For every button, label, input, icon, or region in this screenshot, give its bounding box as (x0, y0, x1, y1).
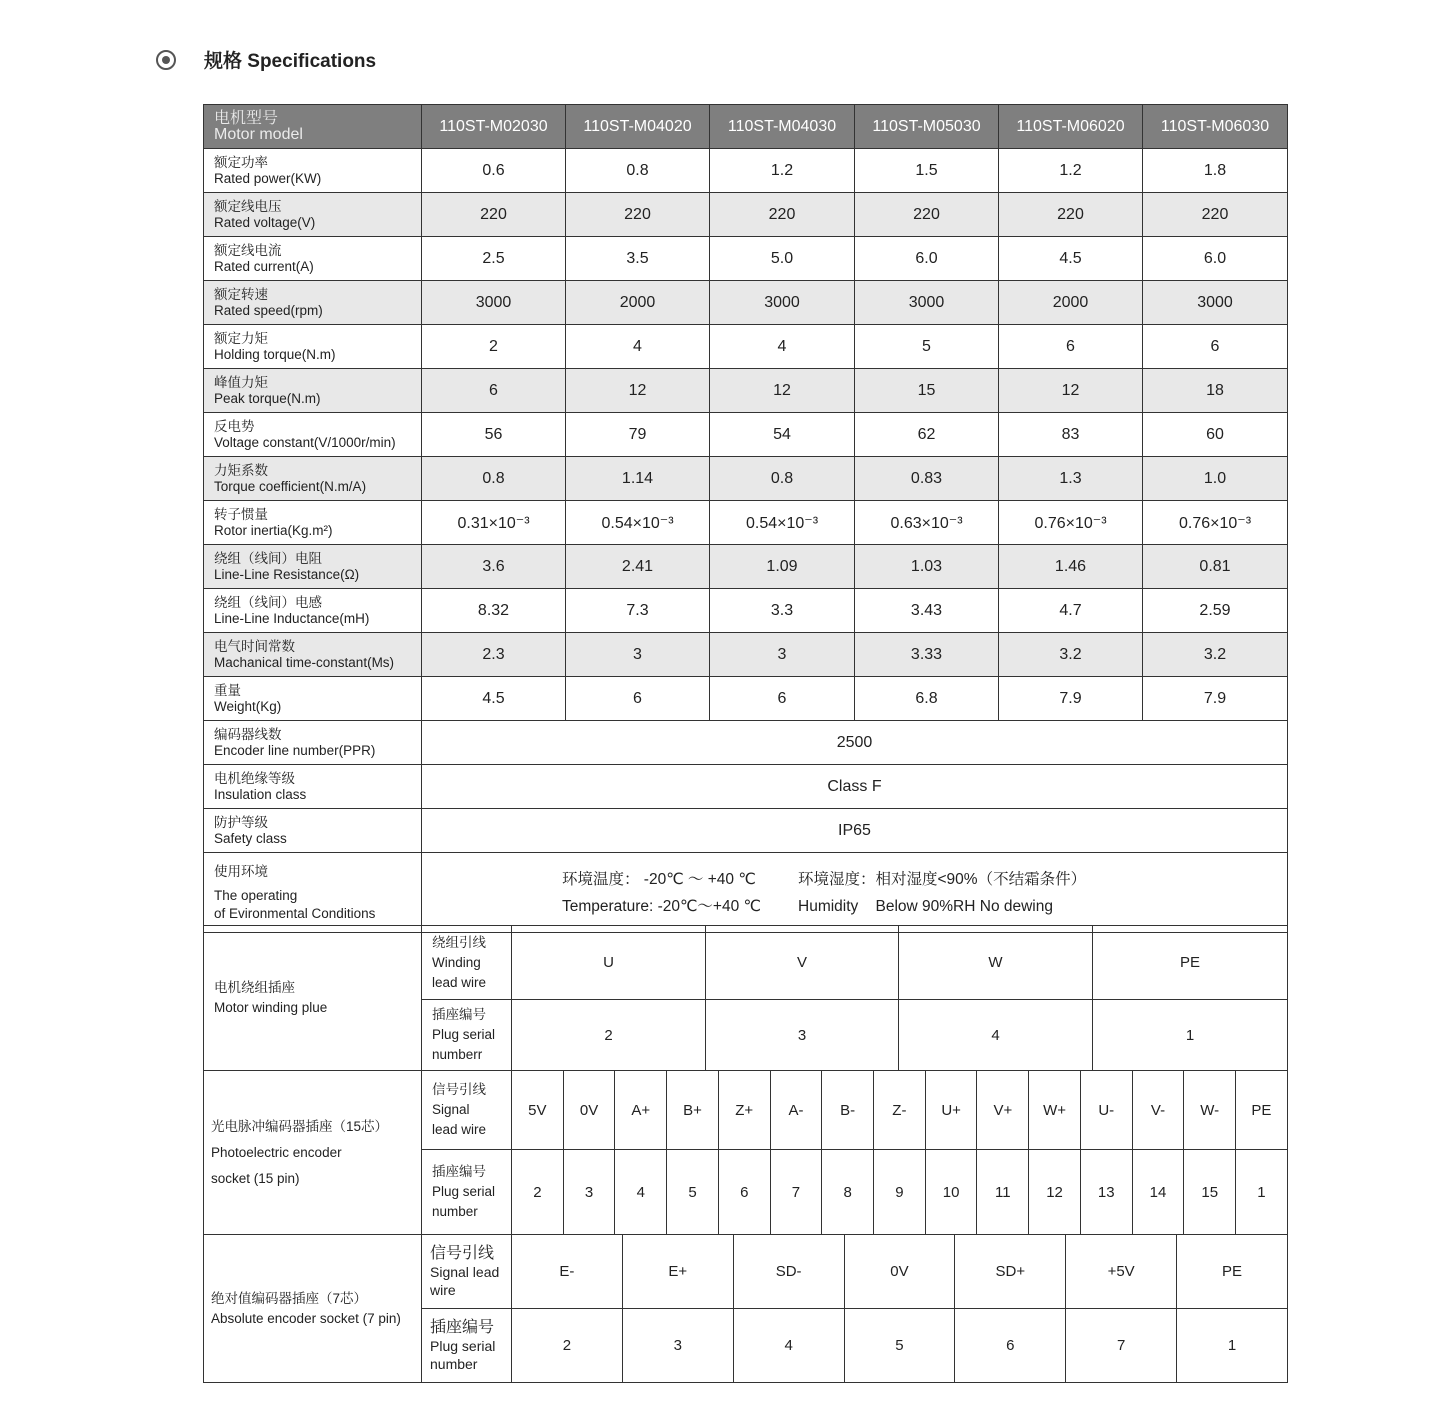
spec-value-cell: 0.8 (566, 149, 710, 193)
encoder7-plug-cell: 5 (844, 1309, 955, 1383)
winding-table (203, 925, 1288, 1071)
encoder15-label: 光电脉冲编码器插座（15芯） Photoelectric encoder socket (15 pin) (204, 1071, 422, 1235)
spec-row (204, 281, 1288, 325)
safety-value-cell: IP65 (422, 809, 1288, 853)
spec-value-cell: 0.54×10⁻³ (566, 501, 710, 545)
spec-value-cell: 3000 (710, 281, 855, 325)
winding-lead-cell: V (706, 926, 899, 1000)
row-label: 额定功率 Rated power(KW) (204, 149, 422, 193)
spec-value-cell: 2.59 (1143, 589, 1288, 633)
spec-value-cell: 6 (566, 677, 710, 721)
spec-value-cell: 0.63×10⁻³ (855, 501, 999, 545)
encoder15-lead-cell: U+ (925, 1071, 977, 1150)
spec-value-cell: 3 (710, 633, 855, 677)
spec-value-cell: 0.83 (855, 457, 999, 501)
encoder7-label: 绝对值编码器插座（7芯） Absolute encoder socket (7 pin) (204, 1235, 422, 1383)
spec-value-cell: 1.2 (710, 149, 855, 193)
encoder15-lead-row (204, 1071, 1288, 1150)
environment-label: 使用环境 The operating of Evironmental Conditions (204, 853, 422, 933)
encoder-value-cell: 2500 (422, 721, 1288, 765)
spec-value-cell: 3000 (1143, 281, 1288, 325)
winding-plug-cell: 2 (512, 1000, 706, 1071)
winding-label: 电机绕组插座 Motor winding plue (204, 926, 422, 1071)
spec-value-cell: 6 (1143, 325, 1288, 369)
encoder15-lead-cell: 0V (563, 1071, 615, 1150)
winding-lead-row (204, 926, 1288, 1000)
spec-value-cell: 15 (855, 369, 999, 413)
spec-value-cell: 83 (999, 413, 1143, 457)
spec-value-cell: 8.32 (422, 589, 566, 633)
row-label: 转子惯量 Rotor inertia(Kg.m²) (204, 501, 422, 545)
section-heading (156, 46, 376, 73)
spec-row (204, 677, 1288, 721)
row-label: 额定转速 Rated speed(rpm) (204, 281, 422, 325)
encoder7-lead-cell: E- (512, 1235, 623, 1309)
environment-line-zh: 环境温度： -20℃ ～ +40 ℃ 环境湿度：相对湿度<90%（不结霜条件） (562, 870, 1087, 888)
radio-bullet-icon (156, 50, 176, 70)
spec-row-encoder (204, 721, 1288, 765)
winding-lead-cell: PE (1093, 926, 1288, 1000)
spec-value-cell: 0.54×10⁻³ (710, 501, 855, 545)
spec-value-cell: 1.46 (999, 545, 1143, 589)
encoder15-lead-cell: V+ (977, 1071, 1029, 1150)
winding-plug-cell: 1 (1093, 1000, 1288, 1071)
encoder15-plug-cell: 7 (770, 1150, 822, 1235)
spec-value-cell: 60 (1143, 413, 1288, 457)
row-label: 绕组（线间）电阻 Line-Line Resistance(Ω) (204, 545, 422, 589)
spec-value-cell: 1.03 (855, 545, 999, 589)
spec-row (204, 237, 1288, 281)
encoder15-plug-cell: 2 (512, 1150, 564, 1235)
spec-row (204, 413, 1288, 457)
spec-value-cell: 4 (566, 325, 710, 369)
encoder15-plug-cell: 9 (874, 1150, 926, 1235)
row-label: 电气时间常数 Machanical time-constant(Ms) (204, 633, 422, 677)
winding-plug-label: 插座编号 Plug serial numberr (422, 1000, 512, 1071)
encoder7-plug-cell: 6 (955, 1309, 1066, 1383)
spec-value-cell: 2.41 (566, 545, 710, 589)
environment-line-en: Temperature: -20℃～+40 ℃ Humidity Below 90%RH No dewing (562, 897, 1053, 915)
model-cell: 110ST-M06030 (1143, 105, 1288, 149)
spec-value-cell: 6.0 (1143, 237, 1288, 281)
encoder15-lead-cell: V- (1132, 1071, 1184, 1150)
spec-value-cell: 3.6 (422, 545, 566, 589)
spec-value-cell: 220 (422, 193, 566, 237)
spec-value-cell: 6 (999, 325, 1143, 369)
spec-value-cell: 1.14 (566, 457, 710, 501)
spec-value-cell: 4.7 (999, 589, 1143, 633)
encoder7-lead-cell: SD+ (955, 1235, 1066, 1309)
spec-value-cell: 54 (710, 413, 855, 457)
spec-value-cell: 3.3 (710, 589, 855, 633)
spec-row (204, 501, 1288, 545)
spec-value-cell: 3 (566, 633, 710, 677)
encoder7-plug-cell: 4 (733, 1309, 844, 1383)
spec-value-cell: 3000 (855, 281, 999, 325)
spec-row (204, 193, 1288, 237)
spec-value-cell: 7.9 (1143, 677, 1288, 721)
encoder15-lead-cell: W+ (1029, 1071, 1081, 1150)
row-label: 绕组（线间）电感 Line-Line Inductance(mH) (204, 589, 422, 633)
encoder7-plug-cell: 3 (622, 1309, 733, 1383)
spec-value-cell: 4 (710, 325, 855, 369)
spec-value-cell: 7.3 (566, 589, 710, 633)
encoder15-lead-cell: 5V (512, 1071, 564, 1150)
winding-lead-cell: W (899, 926, 1093, 1000)
spec-value-cell: 3.2 (1143, 633, 1288, 677)
spec-row (204, 325, 1288, 369)
encoder7-plug-cell: 1 (1177, 1309, 1288, 1383)
insulation-value-cell: Class F (422, 765, 1288, 809)
spec-value-cell: 220 (999, 193, 1143, 237)
encoder7-plug-label: 插座编号 Plug serial number (422, 1309, 512, 1383)
row-label: 力矩系数 Torque coefficient(N.m/A) (204, 457, 422, 501)
spec-value-cell: 1.0 (1143, 457, 1288, 501)
encoder15-plug-cell: 12 (1029, 1150, 1081, 1235)
spec-header-row (204, 105, 1288, 149)
encoder7-lead-row (204, 1235, 1288, 1309)
encoder15-plug-cell: 4 (615, 1150, 667, 1235)
spec-value-cell: 7.9 (999, 677, 1143, 721)
spec-value-cell: 220 (1143, 193, 1288, 237)
header-label: 电机型号 Motor model (204, 105, 422, 149)
spec-value-cell: 3000 (422, 281, 566, 325)
row-label: 反电势 Voltage constant(V/1000r/min) (204, 413, 422, 457)
spec-value-cell: 0.81 (1143, 545, 1288, 589)
spec-value-cell: 6 (422, 369, 566, 413)
model-cell: 110ST-M05030 (855, 105, 999, 149)
spec-value-cell: 2000 (566, 281, 710, 325)
encoder15-plug-cell: 13 (1080, 1150, 1132, 1235)
winding-plug-cell: 3 (706, 1000, 899, 1071)
encoder15-plug-cell: 11 (977, 1150, 1029, 1235)
encoder15-table (203, 1070, 1288, 1235)
row-label: 额定力矩 Holding torque(N.m) (204, 325, 422, 369)
encoder7-plug-cell: 7 (1066, 1309, 1177, 1383)
row-label: 编码器线数 Encoder line number(PPR) (204, 721, 422, 765)
spec-row (204, 589, 1288, 633)
spec-row (204, 545, 1288, 589)
spec-value-cell: 12 (999, 369, 1143, 413)
encoder15-lead-cell: B- (822, 1071, 874, 1150)
encoder15-plug-cell: 15 (1184, 1150, 1236, 1235)
encoder7-lead-cell: E+ (622, 1235, 733, 1309)
spec-value-cell: 1.5 (855, 149, 999, 193)
model-cell: 110ST-M04020 (566, 105, 710, 149)
spec-value-cell: 12 (710, 369, 855, 413)
winding-lead-label: 绕组引线 Winding lead wire (422, 926, 512, 1000)
spec-value-cell: 1.2 (999, 149, 1143, 193)
spec-row (204, 369, 1288, 413)
encoder7-lead-label: 信号引线 Signal lead wire (422, 1235, 512, 1309)
model-cell: 110ST-M02030 (422, 105, 566, 149)
encoder15-lead-label: 信号引线 Signal lead wire (422, 1071, 512, 1150)
encoder7-lead-cell: 0V (844, 1235, 955, 1309)
spec-value-cell: 4.5 (422, 677, 566, 721)
environment-value-cell (422, 853, 1288, 933)
encoder15-plug-cell: 3 (563, 1150, 615, 1235)
spec-value-cell: 0.8 (710, 457, 855, 501)
spec-row (204, 633, 1288, 677)
encoder15-lead-cell: A- (770, 1071, 822, 1150)
encoder7-table (203, 1234, 1288, 1383)
spec-value-cell: 3.33 (855, 633, 999, 677)
encoder15-plug-cell: 6 (718, 1150, 770, 1235)
spec-value-cell: 5 (855, 325, 999, 369)
spec-value-cell: 79 (566, 413, 710, 457)
spec-value-cell: 1.09 (710, 545, 855, 589)
row-label: 峰值力矩 Peak torque(N.m) (204, 369, 422, 413)
encoder15-lead-cell: A+ (615, 1071, 667, 1150)
spec-row-environment (204, 853, 1288, 933)
spec-value-cell: 220 (710, 193, 855, 237)
encoder15-lead-cell: PE (1236, 1071, 1288, 1150)
encoder7-plug-cell: 2 (512, 1309, 623, 1383)
encoder15-plug-cell: 1 (1236, 1150, 1288, 1235)
spec-value-cell: 0.8 (422, 457, 566, 501)
row-label: 电机绝缘等级 Insulation class (204, 765, 422, 809)
encoder15-plug-cell: 5 (667, 1150, 719, 1235)
row-label: 额定线电压 Rated voltage(V) (204, 193, 422, 237)
spec-value-cell: 2.3 (422, 633, 566, 677)
spec-value-cell: 220 (855, 193, 999, 237)
spec-value-cell: 1.3 (999, 457, 1143, 501)
spec-value-cell: 4.5 (999, 237, 1143, 281)
spec-table (203, 104, 1288, 933)
encoder7-lead-cell: SD- (733, 1235, 844, 1309)
spec-value-cell: 2 (422, 325, 566, 369)
encoder15-plug-cell: 10 (925, 1150, 977, 1235)
row-label: 额定线电流 Rated current(A) (204, 237, 422, 281)
spec-value-cell: 5.0 (710, 237, 855, 281)
row-label: 重量 Weight(Kg) (204, 677, 422, 721)
spec-row-insulation (204, 765, 1288, 809)
encoder15-lead-cell: B+ (667, 1071, 719, 1150)
encoder15-lead-cell: W- (1184, 1071, 1236, 1150)
encoder15-lead-cell: Z- (874, 1071, 926, 1150)
spec-value-cell: 0.76×10⁻³ (1143, 501, 1288, 545)
spec-value-cell: 0.6 (422, 149, 566, 193)
spec-value-cell: 3.43 (855, 589, 999, 633)
spec-value-cell: 62 (855, 413, 999, 457)
spec-value-cell: 0.76×10⁻³ (999, 501, 1143, 545)
encoder15-plug-label: 插座编号 Plug serial number (422, 1150, 512, 1235)
model-cell: 110ST-M04030 (710, 105, 855, 149)
encoder15-plug-cell: 14 (1132, 1150, 1184, 1235)
spec-value-cell: 6 (710, 677, 855, 721)
encoder7-lead-cell: PE (1177, 1235, 1288, 1309)
winding-plug-cell: 4 (899, 1000, 1093, 1071)
encoder15-lead-cell: U- (1080, 1071, 1132, 1150)
spec-value-cell: 3.5 (566, 237, 710, 281)
section-title: 规格 Specifications (204, 51, 377, 72)
encoder15-plug-cell: 8 (822, 1150, 874, 1235)
encoder15-lead-cell: Z+ (718, 1071, 770, 1150)
spec-row (204, 149, 1288, 193)
encoder7-lead-cell: +5V (1066, 1235, 1177, 1309)
winding-lead-cell: U (512, 926, 706, 1000)
spec-value-cell: 0.31×10⁻³ (422, 501, 566, 545)
row-label: 防护等级 Safety class (204, 809, 422, 853)
spec-row-safety (204, 809, 1288, 853)
spec-value-cell: 220 (566, 193, 710, 237)
spec-value-cell: 18 (1143, 369, 1288, 413)
spec-value-cell: 3.2 (999, 633, 1143, 677)
spec-value-cell: 56 (422, 413, 566, 457)
spec-value-cell: 12 (566, 369, 710, 413)
spec-row (204, 457, 1288, 501)
spec-value-cell: 6.8 (855, 677, 999, 721)
spec-value-cell: 1.8 (1143, 149, 1288, 193)
model-cell: 110ST-M06020 (999, 105, 1143, 149)
spec-value-cell: 2000 (999, 281, 1143, 325)
spec-value-cell: 6.0 (855, 237, 999, 281)
spec-value-cell: 2.5 (422, 237, 566, 281)
